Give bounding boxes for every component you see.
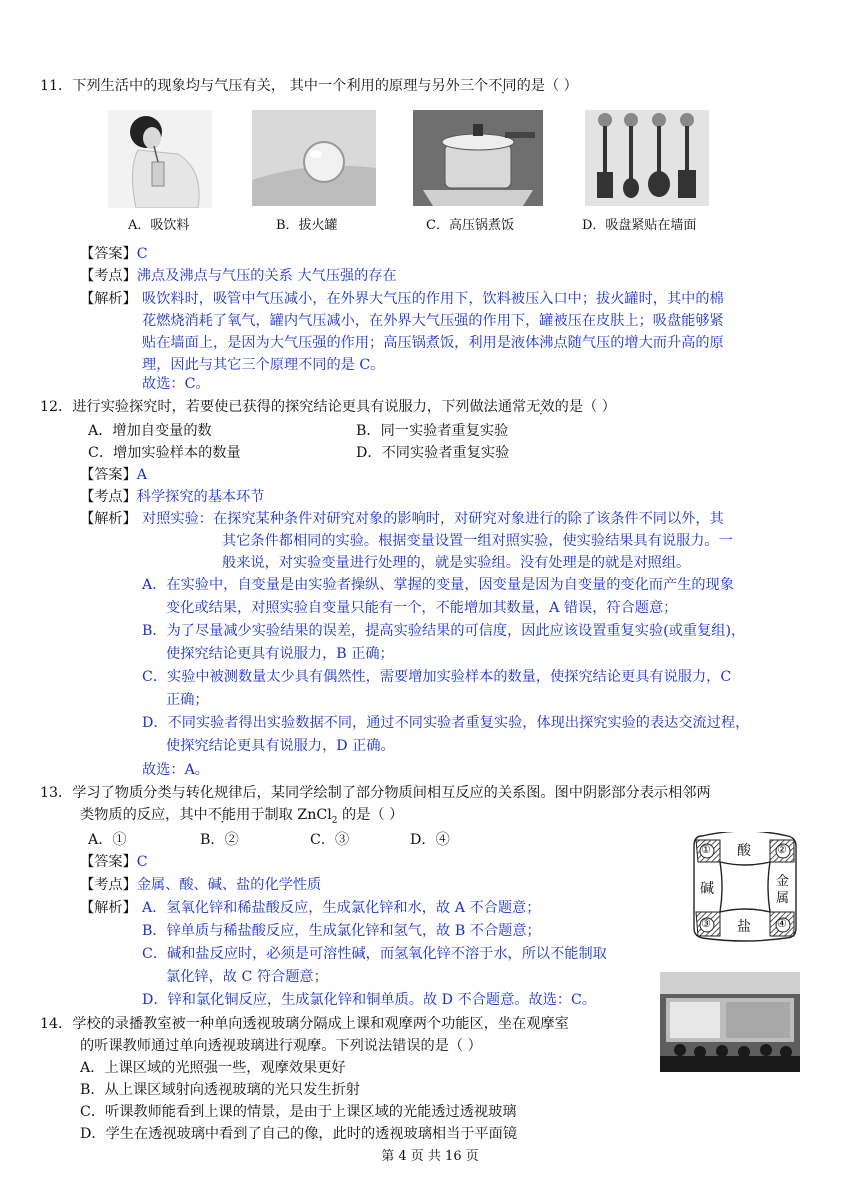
q13-subscript: 2	[331, 815, 338, 826]
diagram-num-2: ②	[777, 843, 787, 856]
diagram-num-1: ①	[701, 843, 711, 856]
q12-item: D．不同实验者得出实验数据不同，通过不同实验者重复实验，体现出探究实验的表达交流过程，	[142, 715, 750, 731]
q11-answer	[80, 244, 148, 264]
q14-stem-2: 的听课教师通过单向透视玻璃进行观摩。下列说法错误的是（ ）	[80, 1038, 482, 1054]
q13-jiexi-line: C．碱和盐反应时，必须是可溶性碱，而氢氧化锌不溶于水，所以不能制取	[142, 946, 607, 962]
q13-stem-2	[80, 805, 403, 831]
q11-jiexi-line: 理，因此与其它三个原理不同的是 C。	[142, 357, 385, 373]
q11-jiexi-line: 贴在墙面上，是因为大气压强的作用；高压锅煮饭，利用是液体沸点随气压的增大而升高的原	[142, 335, 724, 351]
q12-option: A．增加自变量的数	[88, 423, 212, 439]
q11-jiexi-tag: 【解析】	[80, 291, 137, 307]
q13-option: D．④	[410, 832, 450, 848]
diagram-label-acid: 酸	[737, 843, 751, 859]
q13-option: C．③	[310, 832, 350, 848]
q13-jiexi-line: D．锌和氯化铜反应，生成氯化锌和铜单质。故 D 不合题意。故选：C。	[142, 992, 597, 1008]
suction-hooks-photo	[585, 110, 709, 206]
answer-value: C	[136, 854, 148, 870]
q11-stem-text: 11．下列生活中的现象均与气压有关， 其中一个利用的原理与另外三个	[40, 78, 489, 94]
diagram-label-metal-1: 金	[776, 874, 790, 889]
q12-jiexi-cont: 其它条件都相同的实验。根据变量设置一组对照实验，使实验结果具有说服力。一	[222, 533, 733, 549]
q12-stem-text: 12．进行实验探究时，若要使已获得的探究结论更具有说服力，下列做法通常	[40, 399, 527, 415]
q12-item: 故选：A。	[142, 762, 209, 778]
cupping-photo	[252, 110, 376, 206]
q12-item: 使探究结论更具有说服力，B 正确；	[166, 646, 394, 662]
utensils-icon	[585, 110, 709, 206]
kaodian-tag: 【考点】	[80, 877, 137, 893]
q11-stem	[40, 76, 578, 96]
q12-item: 变化或结果，对照实验自变量只能有一个，不能增加其数量，A 错误，符合题意；	[166, 600, 678, 616]
q13-stem-1: 13．学习了物质分类与转化规律后，某同学绘制了部分物质间相互反应的关系图。图中阴影部分表示相邻两	[40, 785, 711, 801]
q13-jiexi-line: 氯化锌，故 C 符合题意；	[166, 969, 328, 985]
q11-jiexi-line: 故选：C。	[142, 376, 210, 392]
q12-item: A．在实验中，自变量是由实验者操纵、掌握的变量，因变量是因为自变量的变化而产生的现象	[142, 577, 734, 593]
answer-tag: 【答案】	[80, 467, 137, 483]
pressure-cooker-icon	[413, 110, 543, 206]
kaodian-value: 金属、酸、碱、盐的化学性质	[136, 877, 322, 893]
answer-tag: 【答案】	[80, 854, 137, 870]
q12-stem	[40, 397, 616, 417]
q12-option: B．同一实验者重复实验	[356, 423, 509, 439]
caption-a: A．吸饮料	[128, 218, 190, 233]
diagram-label-base: 碱	[700, 881, 714, 897]
q12-item: 使探究结论更具有说服力，D 正确。	[166, 738, 395, 754]
diagram-num-4: ④	[777, 917, 787, 930]
q14-option: D．学生在透视玻璃中看到了自己的像，此时的透视玻璃相当于平面镜	[80, 1126, 518, 1142]
answer-value: C	[136, 246, 148, 262]
diagram-num-3: ③	[701, 917, 711, 930]
q11-stem-tail: 的是（ ）	[516, 78, 578, 94]
q12-item: C．实验中被测数量太少具有偶然性，需要增加实验样本的数量，使探究结论更具有说服力，C	[142, 669, 732, 685]
q12-item: 正确；	[166, 692, 209, 708]
q12-answer	[80, 465, 147, 485]
caption-c: C．高压锅煮饭	[426, 218, 514, 233]
q11-kaodian	[80, 266, 397, 286]
kaodian-value: 沸点及沸点与气压的关系 大气压强的存在	[136, 268, 397, 284]
q11-emphasis: 不同	[488, 78, 517, 94]
kaodian-tag: 【考点】	[80, 268, 137, 284]
q13-jiexi-tag: 【解析】	[80, 900, 137, 916]
diagram-label-metal-2: 属	[776, 891, 790, 906]
q11-jiexi-line: 花燃烧消耗了氧气，罐内气压减小，在外界大气压强的作用下，罐被压在皮肤上；吸盘能够紧	[142, 313, 724, 329]
q13-option: B．②	[200, 832, 239, 848]
q14-stem-1: 14．学校的录播教室被一种单向透视玻璃分隔成上课和观摩两个功能区，坐在观摩室	[40, 1016, 569, 1032]
q14-option: B．从上课区域射向透视玻璃的光只发生折射	[80, 1082, 360, 1098]
cupping-jar-icon	[252, 110, 376, 206]
q12-kaodian	[80, 487, 264, 507]
classroom-photo	[660, 972, 800, 1072]
q13-answer	[80, 852, 148, 872]
q12-option: D．不同实验者重复实验	[356, 445, 510, 461]
q13-jiexi-line: A．氢氧化锌和稀盐酸反应，生成氯化锌和水，故 A 不合题意；	[142, 900, 541, 916]
diagram-label-salt: 盐	[737, 919, 751, 935]
classroom-scene-icon	[660, 972, 800, 1072]
q14-option: A．上课区域的光照强一些，观摩效果更好	[80, 1060, 346, 1076]
q13-stem-tail: 的是（ ）	[337, 807, 404, 823]
q13-option: A．①	[88, 832, 127, 848]
q12-jiexi-tag: 【解析】	[80, 511, 137, 527]
q13-emphasis: 不能	[207, 807, 237, 823]
q12-jiexi-cont: 般来说，对实验变量进行处理的，就是实验组。没有处理是的就是对照组。	[222, 555, 691, 571]
q13-stem-formula: 用于制取 ZnCl	[236, 807, 332, 823]
page-footer: 第 4 页 共 16 页	[381, 1149, 479, 1164]
answer-value: A	[136, 467, 148, 483]
answer-tag: 【答案】	[80, 246, 137, 262]
person-drinking-icon	[108, 110, 212, 208]
kaodian-tag: 【考点】	[80, 489, 137, 505]
q12-item: B．为了尽量减少实验结果的误差，提高实验结果的可信度，因此应该设置重复实验(或重复组)，	[142, 623, 746, 639]
kaodian-value: 科学探究的基本环节	[136, 489, 265, 505]
q12-option: C．增加实验样本的数量	[88, 445, 241, 461]
q12-emphasis: 无效	[526, 399, 555, 415]
q12-stem-tail: 的是（ ）	[554, 399, 616, 415]
reaction-diagram	[690, 832, 800, 942]
drinking-photo	[108, 110, 212, 208]
q13-stem-text: 类物质的反应，其中	[80, 807, 208, 823]
q13-kaodian	[80, 875, 321, 895]
pressure-cooker-photo	[413, 110, 543, 206]
q13-jiexi-line: B．锌单质与稀盐酸反应，生成氯化锌和氢气，故 B 不合题意；	[142, 923, 541, 939]
caption-b: B．拔火罐	[276, 218, 338, 233]
q11-jiexi-line: 吸饮料时，吸管中气压减小，在外界大气压的作用下，饮料被压入口中；拔火罐时，其中的棉	[142, 291, 724, 307]
q14-option: C．听课教师能看到上课的情景，是由于上课区域的光能透过透视玻璃	[80, 1104, 517, 1120]
caption-d: D．吸盘紧贴在墙面	[582, 218, 697, 233]
q12-jiexi-head: 对照实验：在探究某种条件对研究对象的影响时，对研究对象进行的除了该条件不同以外，其	[142, 511, 724, 527]
